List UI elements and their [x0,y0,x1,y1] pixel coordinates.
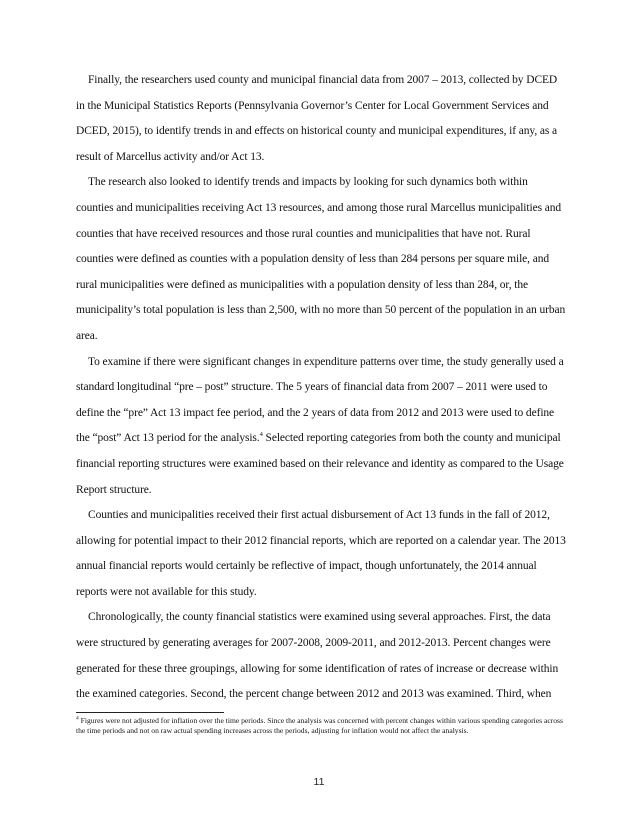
page-number: 11 [313,776,325,788]
paragraph-financial-data: Finally, the researchers used county and municipal financial data from 2007 – 2013, collected by DCED in the Municipal Statistics Reports (Pennsylvania Governor’s Center for Local Government Services and DCED, 2015), to identify trends in and effects on historical county and municipal expenditures, if any, as a result of Marcellus activity and/or Act 13. [76,74,558,163]
footnote-reference[interactable]: 4 [259,431,263,439]
body-text [76,68,568,708]
paragraph-pre-post-structure [76,350,568,504]
footnote-mark: 4 [76,715,79,722]
paragraph-text-after-footnote: Selected reporting categories from both the county and municipal financial reporting structures were examined based on their relevance and identity as compared to the Usage Report structure. [76,432,564,496]
footnote-text: Figures were not adjusted for inflation over the time periods. Since the analysis was concerned with percent changes within various spending categories across the time periods and not on raw actual spending increases across the periods, adjusting for inflation would not affect the analysis. [76,716,563,735]
footnote-divider [76,712,224,713]
paragraph-rural-definitions: The research also looked to identify trends and impacts by looking for such dynamics both within counties and municipalities receiving Act 13 resources, and among those rural Marcellus municipalities and counties that have received resources and those rural counties and municipalities that have not. Rural counties were defined as counties with a population density of less than 284 persons per square mile, and rural municipalities were defined as municipalities with a population density of less than 284, or, the municipality’s total population is less than 2,500, with no more than 50 percent of the population in an urban area. [76,176,566,342]
paragraph-chronological-analysis: Chronologically, the county financial statistics were examined using several approaches. First, the data were structured by generating averages for 2007-2008, 2009-2011, and 2012-2013. Percent changes were generated for these three groupings, allowing for some identification of rates of increase or decrease within the examined categories. Second, the percent change between 2012 and 2013 was examined. Third, when [76,611,559,701]
paragraph-disbursement: Counties and municipalities received their first actual disbursement of Act 13 funds in the fall of 2012, allowing for potential impact to their 2012 financial reports, which are reported on a calendar year. The 2013 annual financial reports would certainly be reflective of impact, though unfortunately, the 2014 annual reports were not available for this study. [76,509,566,598]
footnote [76,716,568,736]
paragraph-text-before-footnote: To examine if there were significant changes in expenditure patterns over time, the study generally used a standard longitudinal “pre – post” structure. The 5 years of financial data from 2007 – 2011 were used to define the “pre” Act 13 impact fee period, and the 2 years of data from 2012 and 2013 were used to define the “post” Act 13 period for the analysis. [76,355,564,445]
